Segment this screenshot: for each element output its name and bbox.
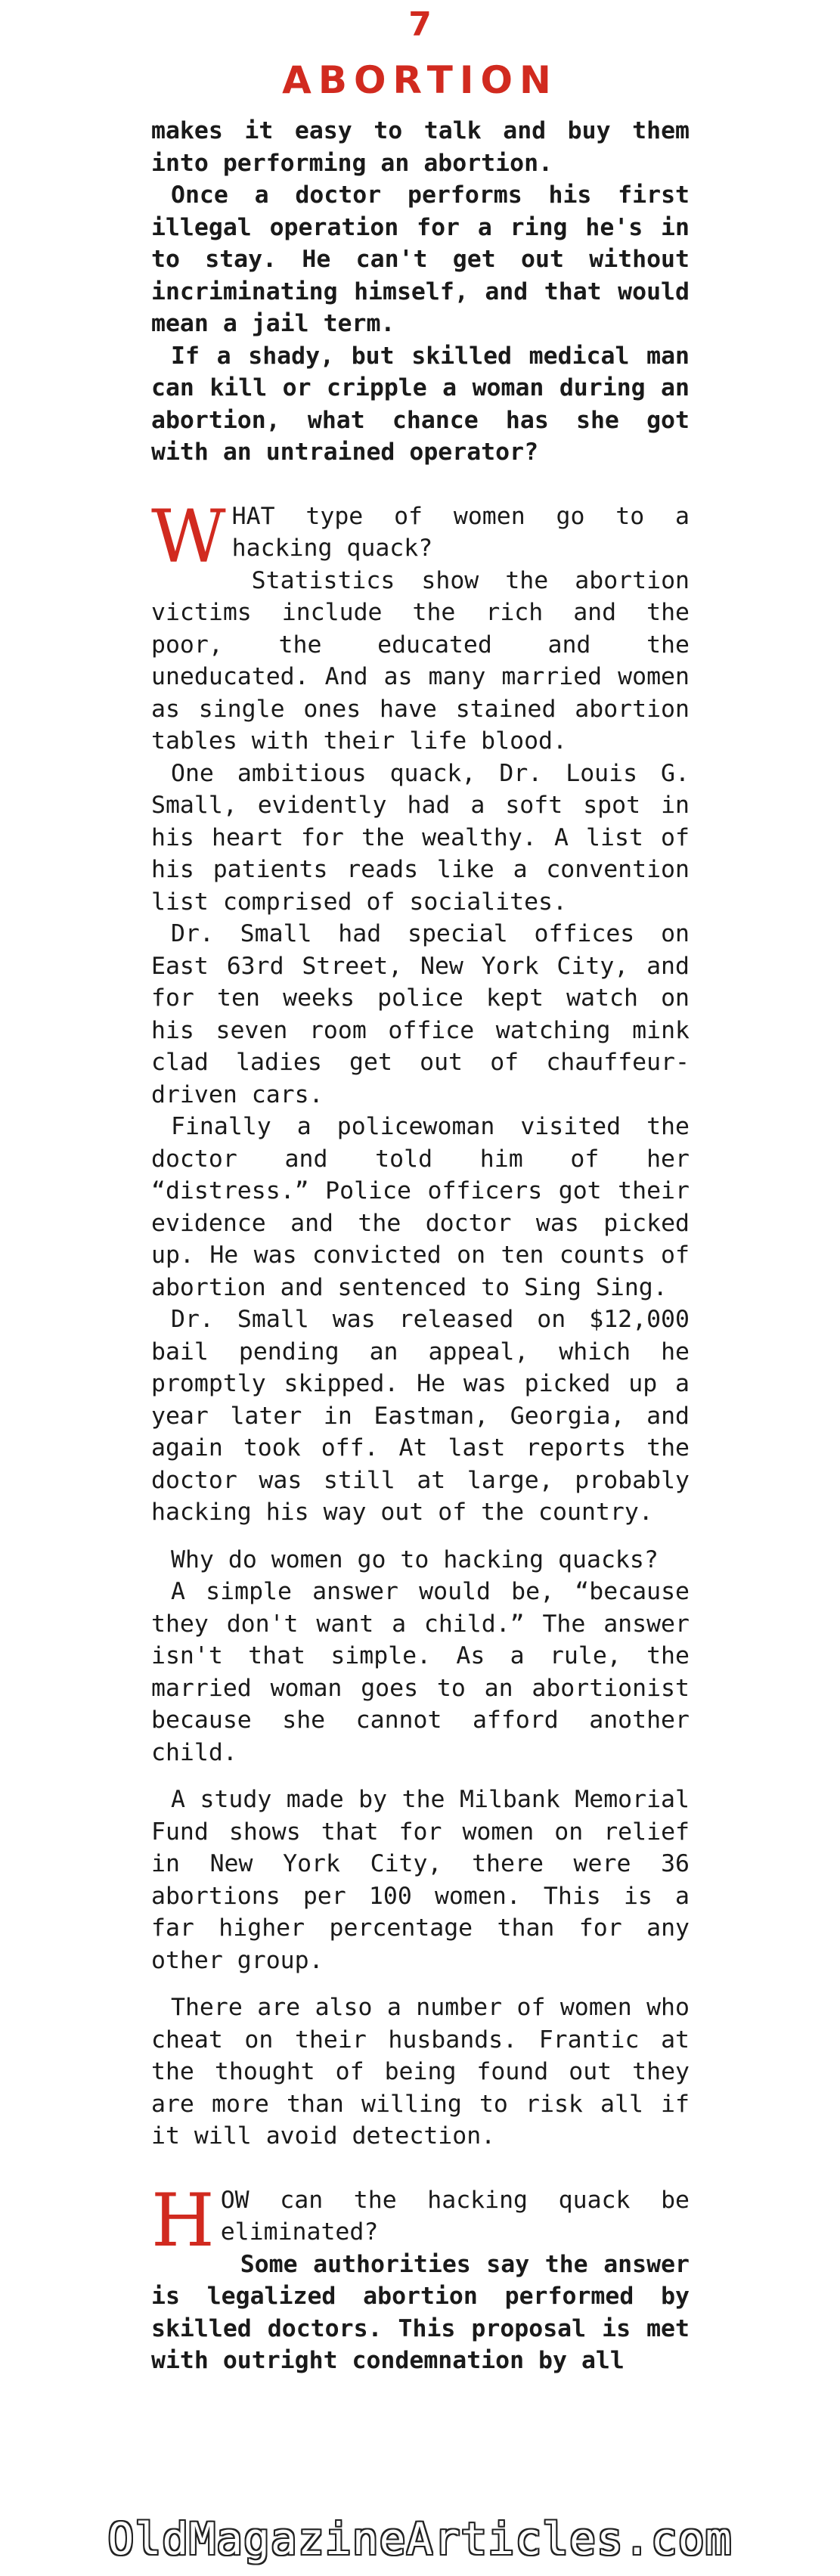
article-paragraph: Dr. Small was released on $12,000 bail pending an appeal, which he promptly skipped. He was picked up a year later in Eastman, Georgia, and again took off. At last reports the doctor was still at large, probably hacking his way out of the country. xyxy=(151,1306,690,1526)
page-number: 7 xyxy=(408,5,432,44)
article-paragraph: If a shady, but skilled medical man can kill or cripple a woman during an abortion, what chance has she got with an untrained operator? xyxy=(151,342,690,466)
section-lead-text: OW can the hacking quack be eliminated? xyxy=(220,2186,690,2246)
site-watermark: OldMagazineArticles.com xyxy=(107,2513,733,2565)
section-break xyxy=(151,2153,690,2184)
article-column xyxy=(151,115,690,2377)
article-paragraph: Finally a policewoman visited the doctor and told him of her “distress.” Police officers got their evidence and the doctor was picked up. He was convicted on ten counts of abortion and sentenced to Sing Sing. xyxy=(151,1113,690,1301)
article-paragraph: Why do women go to hacking quacks? xyxy=(171,1545,659,1573)
section-lead xyxy=(151,2178,690,2263)
article-paragraph: A simple answer would be, “because they don't want a child.” The answer isn't that simple. As a rule, the married woman goes to an abortionist because she cannot afford another child. xyxy=(151,1578,690,1766)
article-paragraph: Dr. Small had special offices on East 63rd Street, New York City, and for ten weeks police kept watch on his seven room office watching mink clad ladies get out of chauffeur-driven cars. xyxy=(151,920,690,1108)
drop-cap: W xyxy=(151,494,226,579)
article-paragraph: makes it easy to talk and buy them into performing an abortion. xyxy=(151,117,690,177)
article-paragraph: There are also a number of women who cheat on their husbands. Frantic at the thought of being found out they are more than willing to risk all if it will avoid detection. xyxy=(151,1994,690,2150)
section-lead xyxy=(151,494,690,579)
page-title: ABORTION xyxy=(282,58,558,102)
article-paragraph: A study made by the Milbank Memorial Fund shows that for women on relief in New York City, there were 36 abortions per 100 women. This is a far higher percentage than for any other group. xyxy=(151,1786,690,1974)
section-lead-text: HAT type of women go to a hacking quack? xyxy=(231,502,690,562)
article-paragraph: Statistics show the abortion victims include the rich and the poor, the educated and the uneducated. And as many married women as single ones have stained abortion tables with their life blood. xyxy=(151,566,690,755)
paragraph-break xyxy=(151,1529,690,1544)
article-paragraph: Once a doctor performs his first illegal operation for a ring he's in to stay. He can't get out without incriminating himself, and that would mean a jail term. xyxy=(151,181,690,337)
drop-cap: H xyxy=(151,2178,215,2263)
article-paragraph: One ambitious quack, Dr. Louis G. Small, evidently had a soft spot in his heart for the wealthy. A list of his patients reads like a convention list comprised of socialites. xyxy=(151,759,690,916)
paragraph-break xyxy=(151,1768,690,1784)
article-paragraph: Some authorities say the answer is legalized abortion performed by skilled doctors. This proposal is met with outright condemnation by all xyxy=(151,2250,690,2374)
section-break xyxy=(151,469,690,501)
paragraph-break xyxy=(151,1976,690,1992)
